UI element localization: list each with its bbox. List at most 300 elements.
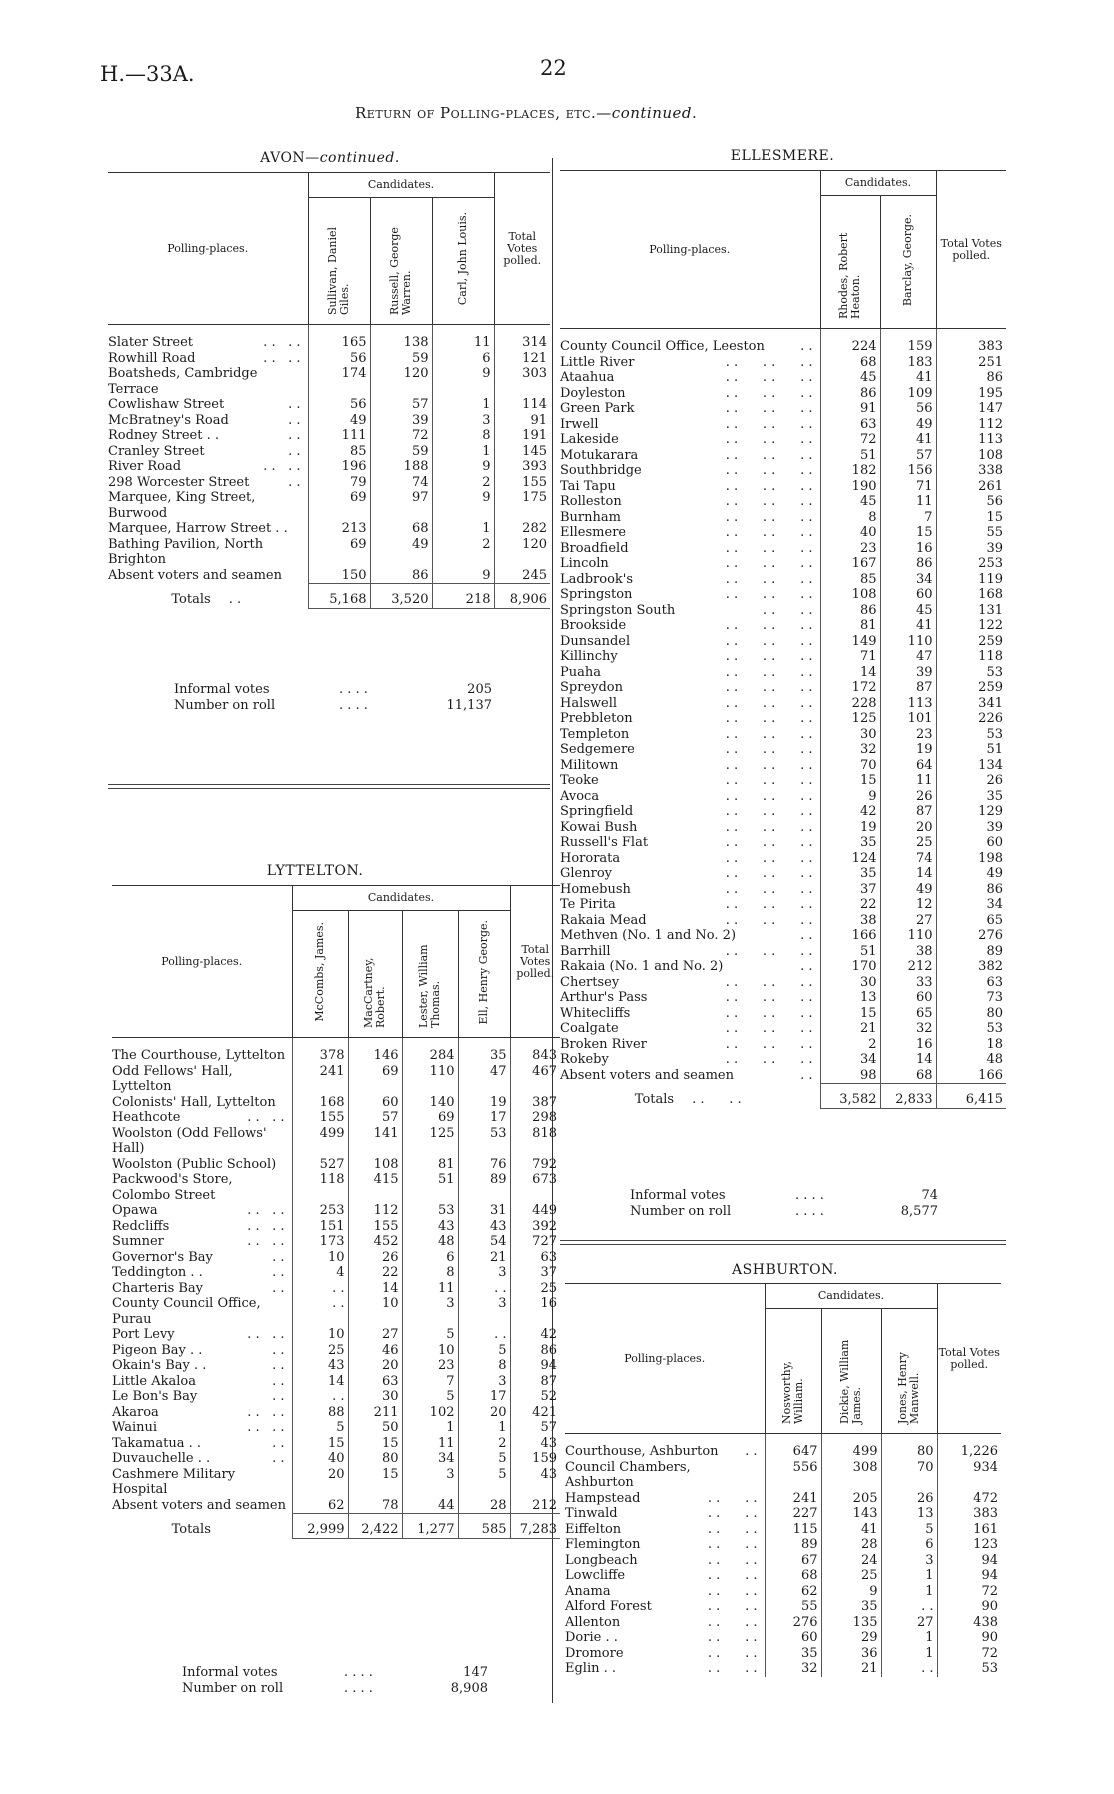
candidate-votes-cell: 3 [402, 1296, 458, 1327]
polling-place-cell [112, 1250, 292, 1266]
leader-dots: . . [288, 397, 301, 412]
candidate-name-header [402, 911, 458, 1038]
total-votes-cell: 16 [510, 1296, 560, 1327]
candidate-votes-cell: . . [292, 1281, 348, 1297]
candidate-name-header [821, 1309, 881, 1434]
total-votes-cell: 55 [936, 525, 1006, 541]
candidate-votes-cell: 14 [348, 1281, 402, 1297]
table-row [565, 1661, 1001, 1677]
polling-place-name: Motukarara [560, 447, 639, 463]
candidate-votes-cell: 141 [348, 1126, 402, 1157]
total-votes-header: Total Votes polled. [494, 173, 550, 325]
total-votes-cell: 147 [936, 401, 1006, 417]
table-row [560, 959, 1006, 975]
candidate-votes-cell: 56 [308, 351, 370, 367]
candidate-votes-cell: 15 [348, 1436, 402, 1452]
candidate-votes-cell: 68 [880, 1068, 936, 1084]
polling-place-name: Spreydon [560, 680, 624, 695]
candidate-votes-cell: 71 [880, 479, 936, 495]
candidate-votes-cell: 10 [402, 1343, 458, 1359]
candidate-votes-cell: 56 [880, 401, 936, 417]
polling-place-name: Lakeside [560, 432, 619, 447]
candidates-header: Candidates. [820, 171, 936, 196]
total-votes-cell: 34 [936, 897, 1006, 913]
polling-place-cell [565, 1630, 765, 1646]
polling-place-name: Flemington [565, 1537, 641, 1552]
candidate-votes-cell: 41 [880, 618, 936, 634]
total-votes-cell: 60 [936, 835, 1006, 851]
polling-place-cell [112, 1234, 292, 1250]
total-votes-cell: 52 [510, 1389, 560, 1405]
candidate-total-cell: 2,999 [292, 1514, 348, 1539]
table-row [112, 1172, 560, 1203]
candidate-votes-cell: 80 [881, 1444, 937, 1460]
candidate-votes-cell: 45 [820, 370, 880, 386]
leader-dots: . . [800, 339, 813, 354]
candidate-name-header [458, 911, 510, 1038]
ellesmere-results-table [560, 170, 1006, 1109]
total-votes-cell: 129 [936, 804, 1006, 820]
candidate-name-header [370, 198, 432, 325]
leader-dots: . . . . . . [725, 742, 813, 757]
table-row [560, 680, 1006, 696]
candidate-votes-cell: 196 [308, 459, 370, 475]
leader-dots: . . . . . . [725, 649, 813, 664]
candidate-votes-cell: 32 [880, 1021, 936, 1037]
candidate-name: Ell, Henry George. [477, 919, 490, 1024]
leader-dots: . . . . [247, 1234, 285, 1249]
leader-dots: . . . . . . [725, 819, 813, 835]
polling-place-name: Pigeon Bay . . [112, 1342, 203, 1358]
candidate-votes-cell: 49 [370, 537, 432, 568]
polling-place-name: Killinchy [560, 649, 618, 664]
candidate-votes-cell: 79 [308, 475, 370, 491]
summary-dots: . . . . [339, 698, 368, 713]
candidate-votes-cell: 212 [880, 959, 936, 975]
candidates-header: Candidates. [308, 173, 494, 198]
polling-place-cell [112, 1420, 292, 1436]
table-row [560, 494, 1006, 510]
candidate-name: MacCartney, Robert. [362, 957, 387, 1028]
leader-dots: . . . . . . [725, 850, 813, 866]
polling-place-name: Duvauchelle . . [112, 1451, 211, 1466]
polling-place-cell [565, 1444, 765, 1460]
candidate-total-cell: 5,168 [308, 584, 370, 609]
candidate-votes-cell: 101 [880, 711, 936, 727]
polling-place-cell [560, 1068, 820, 1084]
totals-label-cell [112, 1514, 292, 1539]
table-row [112, 1219, 560, 1235]
grand-total-cell: 8,906 [494, 584, 550, 609]
candidate-votes-cell: 5 [402, 1327, 458, 1343]
polling-place-cell [560, 603, 820, 619]
candidate-votes-cell: 10 [292, 1327, 348, 1343]
leader-dots: . . [272, 1265, 285, 1280]
total-votes-cell: 253 [936, 556, 1006, 572]
polling-place-name: Russell's Flat [560, 835, 649, 850]
candidate-votes-cell: 14 [880, 1052, 936, 1068]
candidate-votes-cell: 53 [458, 1126, 510, 1157]
polling-place-cell [560, 851, 820, 867]
avon-results-table [108, 172, 550, 609]
leader-dots: . . . . . . [725, 618, 813, 633]
candidate-name: Jones, Henry Manwell. [896, 1351, 921, 1424]
table-row [565, 1522, 1001, 1538]
polling-place-name: Teoke [560, 773, 599, 788]
table-row [108, 475, 550, 491]
candidate-votes-cell: 149 [820, 634, 880, 650]
polling-place-cell [565, 1599, 765, 1615]
polling-place-name: Absent voters and seamen [108, 567, 282, 583]
table-row [565, 1630, 1001, 1646]
candidate-votes-cell: 15 [880, 525, 936, 541]
totals-label-cell [560, 1084, 820, 1109]
candidate-votes-cell: 17 [458, 1389, 510, 1405]
candidate-votes-cell: 57 [880, 448, 936, 464]
polling-place-name: Bathing Pavilion, North Brighton [108, 536, 264, 567]
candidates-header: Candidates. [292, 886, 510, 911]
candidate-votes-cell: 156 [880, 463, 936, 479]
leader-dots: . . . . . . [725, 478, 813, 494]
candidate-votes-cell: 43 [402, 1219, 458, 1235]
candidate-votes-cell: 174 [308, 366, 370, 397]
candidate-name: Sullivan, Daniel Giles. [326, 226, 351, 315]
leader-dots: . . . . [247, 1203, 285, 1218]
total-votes-cell: 261 [936, 479, 1006, 495]
leader-dots: . . [800, 928, 813, 943]
candidate-votes-cell: 22 [820, 897, 880, 913]
total-votes-cell: 86 [510, 1343, 560, 1359]
candidate-name-header [880, 196, 936, 329]
total-votes-cell: 18 [936, 1037, 1006, 1053]
candidate-votes-cell: 51 [820, 448, 880, 464]
total-votes-cell: 26 [936, 773, 1006, 789]
candidate-votes-cell: 32 [765, 1661, 821, 1677]
total-votes-cell: 383 [936, 339, 1006, 355]
polling-place-cell [560, 556, 820, 572]
total-votes-cell: 383 [937, 1506, 1001, 1522]
candidate-votes-cell: 284 [402, 1048, 458, 1064]
lyttelton-block [112, 885, 560, 1539]
candidate-votes-cell: 14 [292, 1374, 348, 1390]
table-row [565, 1568, 1001, 1584]
candidate-votes-cell: 1 [432, 521, 494, 537]
total-votes-cell: 57 [510, 1420, 560, 1436]
avon-summary [174, 682, 504, 714]
candidate-name-header [820, 196, 880, 329]
candidate-name-header [881, 1309, 937, 1434]
avon-block [108, 172, 550, 609]
candidate-votes-cell: 39 [880, 665, 936, 681]
table-row [565, 1506, 1001, 1522]
section-title-ashburton: ASHBURTON. [732, 1262, 838, 1278]
polling-place-name: Le Bon's Bay [112, 1389, 198, 1404]
polling-place-name: Hororata [560, 850, 621, 866]
polling-place-name: Eglin . . [565, 1661, 617, 1676]
table-row [112, 1048, 560, 1064]
total-votes-cell: 298 [510, 1110, 560, 1126]
candidate-votes-cell: 111 [308, 428, 370, 444]
candidate-votes-cell: 172 [820, 680, 880, 696]
leader-dots: . . [272, 1373, 285, 1389]
candidate-name: Nosworthy, William. [780, 1360, 805, 1424]
candidate-votes-cell: 47 [458, 1064, 510, 1095]
total-votes-cell: 226 [936, 711, 1006, 727]
leader-dots: . . . . [707, 1583, 758, 1599]
leader-dots: . . . . . . [725, 866, 813, 881]
summary-dots: . . . . [795, 1188, 824, 1203]
candidate-votes-cell: 16 [880, 541, 936, 557]
polling-place-cell [565, 1537, 765, 1553]
polling-place-name: Woolston (Public School) [112, 1156, 277, 1172]
candidate-votes-cell: 49 [880, 882, 936, 898]
total-votes-cell: 245 [494, 568, 550, 584]
candidate-votes-cell: 85 [820, 572, 880, 588]
total-votes-cell: 108 [936, 448, 1006, 464]
polling-place-name: Little Akaloa [112, 1373, 196, 1389]
table-row [112, 1296, 560, 1327]
candidate-total-cell: 2,422 [348, 1514, 402, 1539]
totals-label: Totals [171, 591, 211, 607]
polling-place-name: Tai Tapu [560, 478, 616, 494]
total-votes-cell: 53 [937, 1661, 1001, 1677]
table-row [560, 634, 1006, 650]
total-votes-cell: 63 [510, 1250, 560, 1266]
polling-places-header: Polling-places. [565, 1284, 765, 1434]
total-votes-cell: 89 [936, 944, 1006, 960]
polling-place-cell [560, 711, 820, 727]
leader-dots [211, 1522, 229, 1537]
total-votes-header: Total Votes polled. [936, 171, 1006, 329]
candidate-votes-cell: 26 [348, 1250, 402, 1266]
total-votes-cell: 119 [936, 572, 1006, 588]
polling-place-name: Tinwald [565, 1506, 618, 1521]
candidate-votes-cell: 35 [820, 866, 880, 882]
candidate-votes-cell: 7 [402, 1374, 458, 1390]
polling-place-name: Green Park [560, 401, 635, 416]
total-votes-cell: 35 [936, 789, 1006, 805]
leader-dots: . . . . . . [725, 695, 813, 711]
candidate-votes-cell: 23 [820, 541, 880, 557]
polling-place-cell [112, 1110, 292, 1126]
candidate-votes-cell: 2 [458, 1436, 510, 1452]
table-row [112, 1157, 560, 1173]
polling-place-name: Heathcote [112, 1110, 181, 1125]
polling-place-cell [560, 758, 820, 774]
candidate-total-cell: 1,277 [402, 1514, 458, 1539]
table-row [560, 479, 1006, 495]
candidate-votes-cell: 20 [348, 1358, 402, 1374]
candidate-votes-cell: 59 [370, 351, 432, 367]
number-on-roll-label: Number on roll [630, 1204, 732, 1219]
candidate-votes-cell: 19 [880, 742, 936, 758]
polling-place-name: Halswell [560, 695, 618, 711]
candidate-votes-cell: 65 [880, 1006, 936, 1022]
candidate-votes-cell: 35 [820, 835, 880, 851]
candidate-votes-cell: 86 [370, 568, 432, 584]
table-row [560, 401, 1006, 417]
candidate-votes-cell: 60 [765, 1630, 821, 1646]
polling-place-cell [560, 990, 820, 1006]
total-votes-cell: 43 [510, 1467, 560, 1498]
leader-dots: . . . . . . [725, 432, 813, 447]
candidate-name-header [292, 911, 348, 1038]
candidate-total-cell: 585 [458, 1514, 510, 1539]
polling-place-cell [560, 727, 820, 743]
total-votes-cell: 843 [510, 1048, 560, 1064]
candidate-votes-cell: 211 [348, 1405, 402, 1421]
candidate-votes-cell: 112 [348, 1203, 402, 1219]
total-votes-cell: 303 [494, 366, 550, 397]
total-votes-cell: 175 [494, 490, 550, 521]
leader-dots: . . . . [707, 1506, 758, 1521]
section-title-lyttelton: LYTTELTON. [266, 863, 364, 879]
candidate-votes-cell: 35 [458, 1048, 510, 1064]
total-votes-cell: 145 [494, 444, 550, 460]
polling-place-name: Broken River [560, 1036, 647, 1052]
polling-place-name: Rolleston [560, 494, 622, 509]
polling-place-name: Chertsey [560, 974, 620, 990]
candidate-votes-cell: 155 [292, 1110, 348, 1126]
candidate-votes-cell: 166 [820, 928, 880, 944]
candidate-votes-cell: 68 [370, 521, 432, 537]
polling-place-name: County Council Office, Purau [112, 1296, 261, 1327]
table-row [112, 1436, 560, 1452]
polling-places-header: Polling-places. [108, 173, 308, 325]
candidate-votes-cell: 125 [402, 1126, 458, 1157]
candidate-votes-cell: 33 [880, 975, 936, 991]
leader-dots: . . . . . . [725, 385, 813, 401]
candidate-votes-cell: 21 [821, 1661, 881, 1677]
candidate-votes-cell: 188 [370, 459, 432, 475]
candidate-votes-cell: 41 [880, 432, 936, 448]
candidate-votes-cell: 38 [880, 944, 936, 960]
polling-place-name: Irwell [560, 416, 599, 432]
leader-dots: . . . . . . [725, 881, 813, 897]
candidate-votes-cell: 72 [820, 432, 880, 448]
total-votes-cell: 159 [510, 1451, 560, 1467]
candidate-name: Rhodes, Robert Heaton. [837, 232, 862, 319]
candidate-name: Barclay, George. [901, 213, 914, 306]
candidate-votes-cell: 63 [820, 417, 880, 433]
total-votes-cell: 94 [937, 1568, 1001, 1584]
total-votes-cell: 934 [937, 1460, 1001, 1491]
polling-place-name: Rokeby [560, 1052, 609, 1067]
table-row [560, 665, 1006, 681]
total-votes-cell: 37 [510, 1265, 560, 1281]
table-row [112, 1343, 560, 1359]
leader-dots: . . . . [707, 1552, 758, 1568]
total-votes-cell: 43 [510, 1436, 560, 1452]
polling-place-name: Council Chambers, Ashburton [565, 1459, 691, 1490]
candidate-votes-cell: 4 [292, 1265, 348, 1281]
table-row [565, 1599, 1001, 1615]
candidate-votes-cell: 13 [820, 990, 880, 1006]
candidate-votes-cell: 43 [458, 1219, 510, 1235]
candidate-votes-cell: 19 [458, 1095, 510, 1111]
polling-place-cell [560, 773, 820, 789]
polling-place-cell [560, 1052, 820, 1068]
candidate-votes-cell: 34 [402, 1451, 458, 1467]
table-row [560, 975, 1006, 991]
candidate-votes-cell: 28 [821, 1537, 881, 1553]
leader-dots: . . . . . . [725, 835, 813, 850]
leader-dots: . . . . [707, 1521, 758, 1537]
candidate-votes-cell: 113 [880, 696, 936, 712]
table-row [560, 804, 1006, 820]
leader-dots: . . . . [707, 1537, 758, 1552]
leader-dots: . . . . . . [725, 1036, 813, 1052]
candidate-votes-cell: 11 [880, 494, 936, 510]
total-votes-cell: 39 [936, 541, 1006, 557]
total-votes-cell: 120 [494, 537, 550, 568]
candidate-votes-cell: 253 [292, 1203, 348, 1219]
polling-place-name: Anama [565, 1583, 611, 1599]
candidate-votes-cell: 31 [458, 1203, 510, 1219]
candidate-votes-cell: 10 [292, 1250, 348, 1266]
total-votes-cell: 72 [937, 1646, 1001, 1662]
page-title [355, 104, 697, 122]
leader-dots: . . . . . . [725, 680, 813, 695]
polling-place-name: Sumner [112, 1234, 164, 1249]
leader-dots: . . . . [247, 1218, 285, 1234]
candidate-votes-cell: 143 [821, 1506, 881, 1522]
total-votes-cell: 251 [936, 355, 1006, 371]
candidate-votes-cell: 1 [881, 1630, 937, 1646]
candidate-votes-cell: 9 [821, 1584, 881, 1600]
candidate-votes-cell: 21 [458, 1250, 510, 1266]
polling-place-cell [560, 789, 820, 805]
polling-place-cell [108, 366, 308, 397]
polling-place-cell [112, 1048, 292, 1064]
polling-place-name: Allenton [565, 1614, 621, 1630]
table-row [108, 413, 550, 429]
candidate-votes-cell: 32 [820, 742, 880, 758]
table-row [112, 1420, 560, 1436]
candidate-votes-cell: 1 [881, 1646, 937, 1662]
leader-dots: . . . . [263, 350, 301, 366]
polling-place-name: Rakaia Mead [560, 912, 647, 928]
polling-place-cell [112, 1389, 292, 1405]
polling-place-name: Dorie . . [565, 1630, 618, 1645]
total-votes-cell: 86 [936, 882, 1006, 898]
polling-place-cell [560, 866, 820, 882]
candidate-votes-cell: 23 [402, 1358, 458, 1374]
candidate-votes-cell: 34 [820, 1052, 880, 1068]
candidate-votes-cell: 1 [432, 444, 494, 460]
candidate-votes-cell: 69 [402, 1110, 458, 1126]
leader-dots: . . [272, 1358, 285, 1373]
table-row [560, 649, 1006, 665]
table-row [560, 386, 1006, 402]
candidate-votes-cell: 527 [292, 1157, 348, 1173]
total-votes-cell: 123 [937, 1537, 1001, 1553]
candidate-votes-cell: 46 [348, 1343, 402, 1359]
ashburton-block [565, 1283, 1001, 1677]
candidate-votes-cell: 91 [820, 401, 880, 417]
candidate-votes-cell: 27 [348, 1327, 402, 1343]
polling-place-cell [560, 680, 820, 696]
total-votes-cell: 276 [936, 928, 1006, 944]
candidate-votes-cell: 48 [402, 1234, 458, 1250]
totals-label: Totals [171, 1521, 211, 1537]
table-row [560, 417, 1006, 433]
ellesmere-block [560, 170, 1006, 1109]
candidate-votes-cell: 11 [402, 1436, 458, 1452]
candidate-votes-cell: 97 [370, 490, 432, 521]
candidate-votes-cell: 88 [292, 1405, 348, 1421]
candidate-votes-cell: 47 [880, 649, 936, 665]
